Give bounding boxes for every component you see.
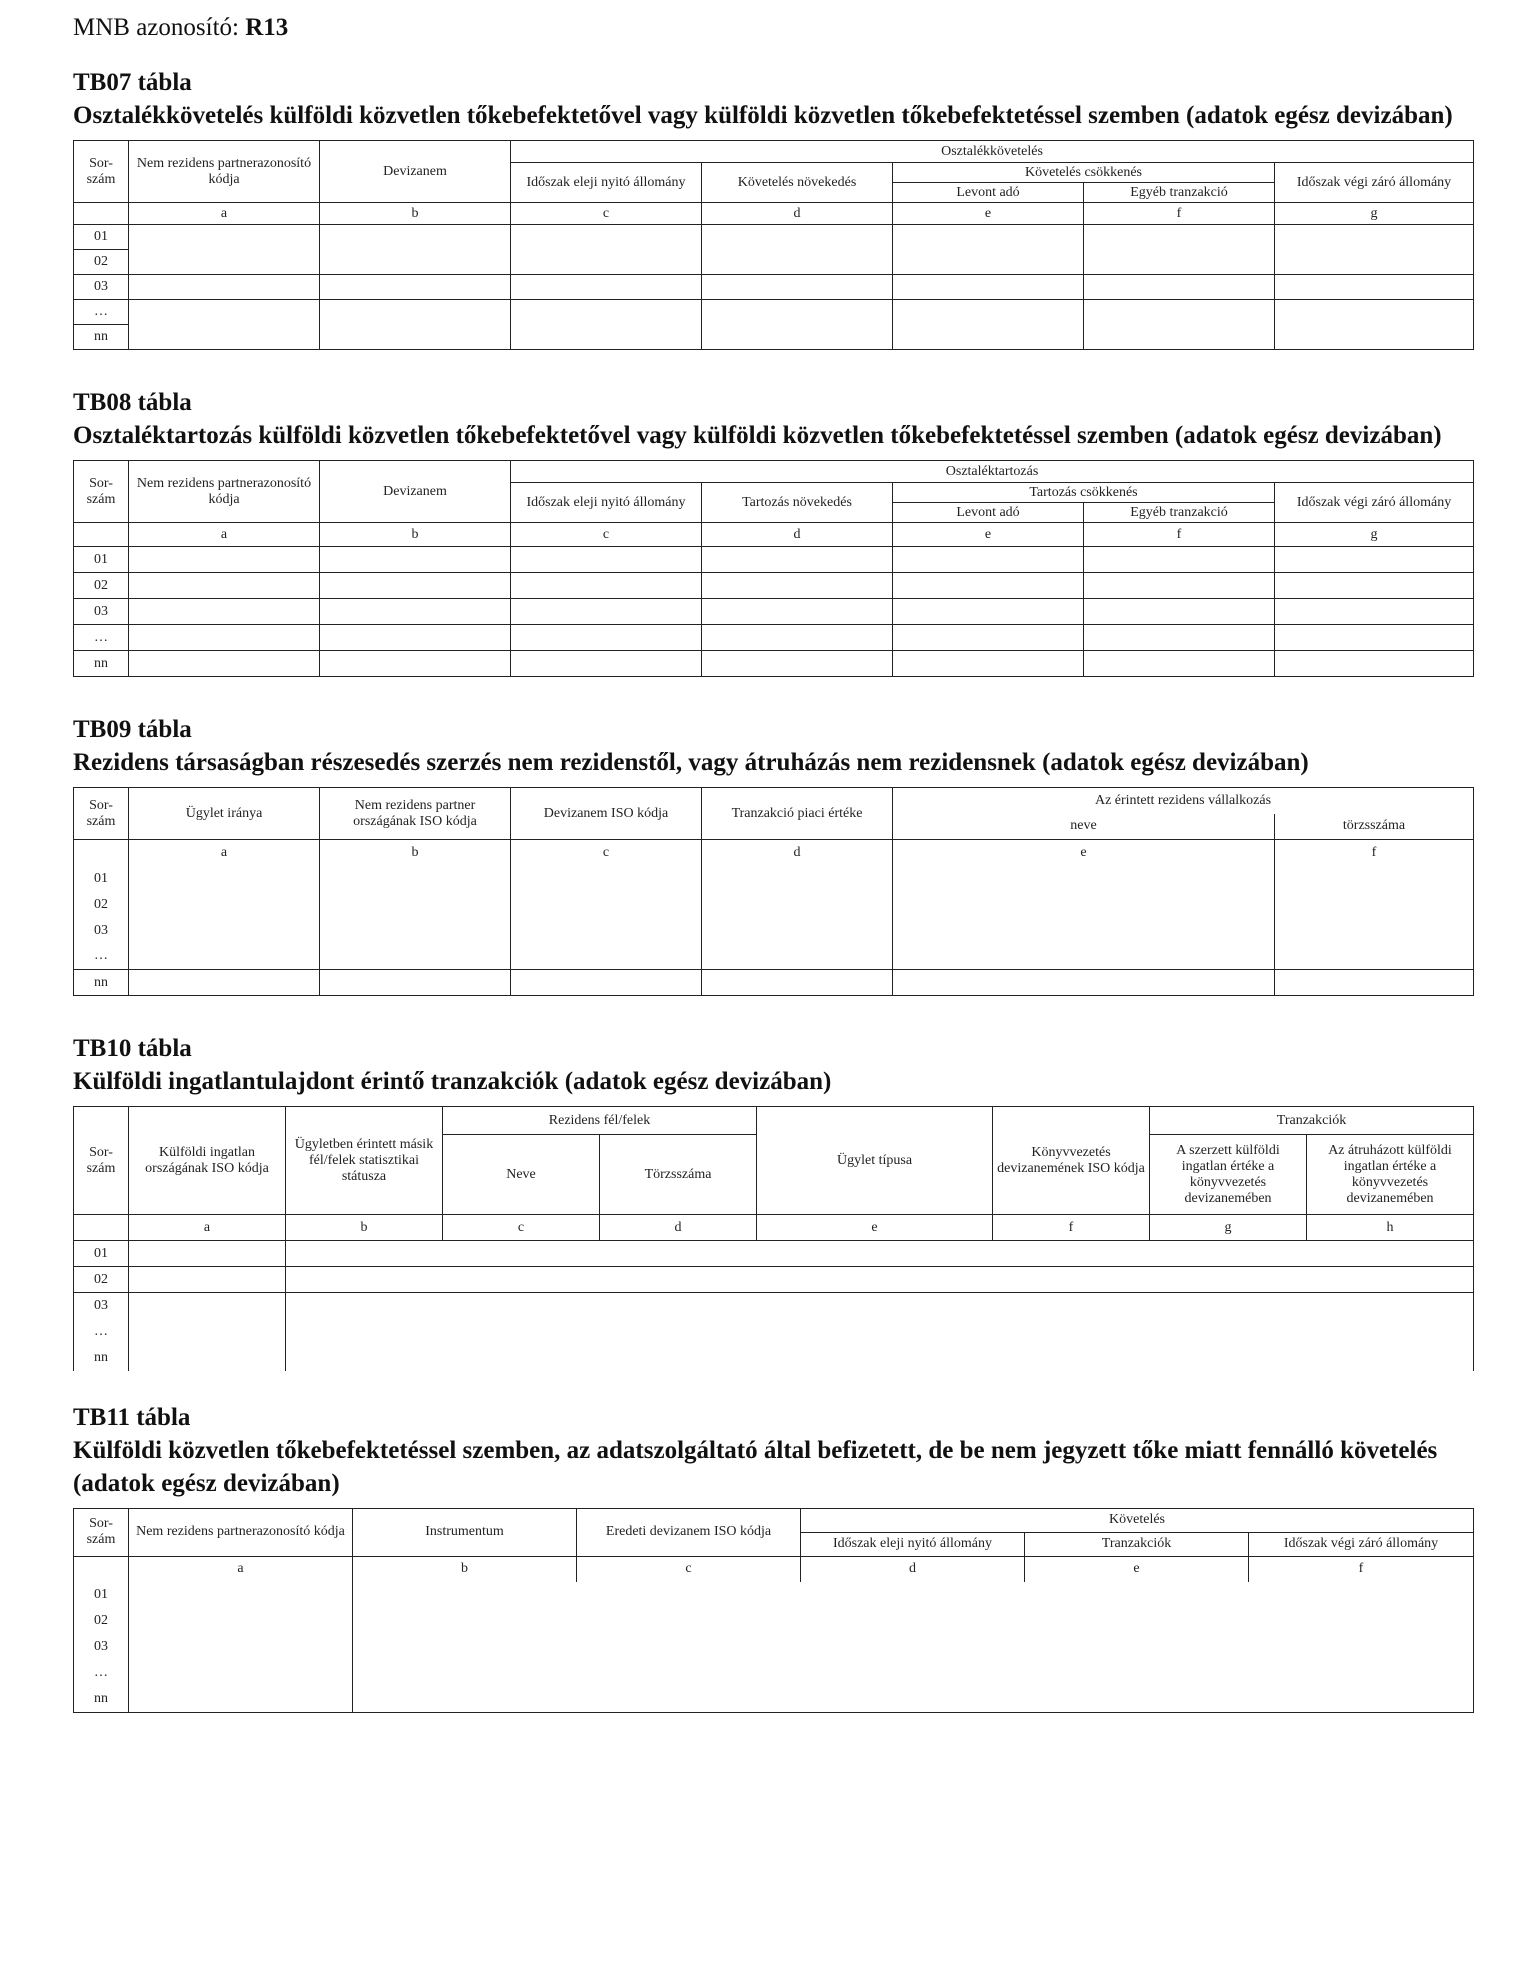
tb07-letter: e (893, 203, 1084, 225)
tb10-header-group1: Rezidens fél/felek (443, 1107, 757, 1135)
table-row (74, 1267, 1474, 1293)
tb08-header-b: Devizanem (320, 461, 511, 523)
data-cell[interactable] (129, 573, 320, 599)
data-cell[interactable] (511, 651, 702, 677)
tb07-header-sorszam: Sor- szám (74, 141, 129, 203)
data-cell[interactable] (1275, 651, 1474, 677)
table-row (74, 651, 1474, 677)
data-cell[interactable] (893, 866, 1275, 970)
tb09-header-f: törzsszáma (1275, 814, 1474, 840)
data-cell[interactable] (320, 625, 511, 651)
data-cell[interactable] (702, 573, 893, 599)
tb08-title: TB08 tábla (73, 389, 192, 416)
tb11-letter: a (129, 1556, 353, 1582)
tb07-letter: c (511, 203, 702, 225)
tb07-table (73, 140, 1474, 350)
row-number: 03 (74, 918, 129, 944)
tb07-header-ef: Követelés csökkenés (893, 163, 1275, 183)
tb09-header-e: neve (893, 814, 1275, 840)
row-number: … (74, 1660, 129, 1686)
data-cell[interactable] (320, 225, 511, 275)
tb11-title: TB11 tábla (73, 1403, 191, 1431)
data-cell[interactable] (129, 651, 320, 677)
tb11-header-c: Eredeti devizanem ISO kódja (577, 1508, 801, 1556)
tb08-header-f: Egyéb tranzakció (1084, 503, 1275, 523)
tb10-subtitle: Külföldi ingatlantulajdont érintő tranzakciók (adatok egész devizában) (73, 1068, 832, 1095)
data-cell[interactable] (320, 300, 511, 350)
tb07-letter: d (702, 203, 893, 225)
table-row (74, 275, 1474, 300)
data-cell[interactable] (129, 300, 320, 350)
data-cell[interactable] (129, 970, 320, 996)
row-number: 01 (74, 1582, 129, 1608)
data-cell[interactable] (702, 225, 893, 275)
tb08-letter: f (1084, 523, 1275, 547)
tb10-letter: a (129, 1215, 286, 1241)
table-row (74, 547, 1474, 573)
data-cell[interactable] (129, 547, 320, 573)
table-row (74, 1293, 1474, 1319)
data-cell[interactable] (1275, 275, 1474, 300)
table-row (74, 599, 1474, 625)
tb09-header-d: Tranzakció piaci értéke (702, 788, 893, 840)
table-row (74, 866, 1474, 892)
data-cell[interactable] (320, 547, 511, 573)
tb08-header-sorszam: Sor- szám (74, 461, 129, 523)
data-cell[interactable] (353, 1582, 1474, 1712)
tb10-title: TB10 tábla (73, 1035, 192, 1062)
tb10-table (73, 1106, 1474, 1371)
tb08-header-d: Tartozás növekedés (702, 483, 893, 523)
row-number: … (74, 1319, 129, 1345)
data-cell[interactable] (1275, 300, 1474, 350)
tb09-letter-blank (74, 840, 129, 866)
row-number: … (74, 625, 129, 651)
data-cell[interactable] (702, 300, 893, 350)
data-cell[interactable] (320, 651, 511, 677)
row-number: 02 (74, 892, 129, 918)
data-cell[interactable] (1275, 625, 1474, 651)
data-cell[interactable] (511, 970, 702, 996)
tb09-header-b: Nem rezidens partner országának ISO kódja (320, 788, 511, 840)
data-cell[interactable] (129, 1241, 286, 1267)
tb10-letter: c (443, 1215, 600, 1241)
data-cell[interactable] (1275, 599, 1474, 625)
data-cell[interactable] (511, 547, 702, 573)
data-cell[interactable] (1084, 625, 1275, 651)
tb09-letter: e (893, 840, 1275, 866)
tb11-header-a: Nem rezidens partnerazonosító kódja (129, 1508, 353, 1556)
table-row (74, 1241, 1474, 1267)
tb10-header-g: A szerzett külföldi ingatlan értéke a könyvvezetés devizanemében (1150, 1135, 1307, 1215)
tb11-header-group: Követelés (801, 1508, 1474, 1532)
tb07-letter-blank (74, 203, 129, 225)
tb09-header-a: Ügylet iránya (129, 788, 320, 840)
data-cell[interactable] (511, 225, 702, 275)
data-cell[interactable] (129, 599, 320, 625)
tb09-section (73, 713, 1473, 996)
data-cell[interactable] (1084, 599, 1275, 625)
tb08-letter: d (702, 523, 893, 547)
data-cell[interactable] (129, 1293, 286, 1371)
tb07-section (73, 66, 1473, 350)
tb10-header-sorszam: Sor- szám (74, 1107, 129, 1215)
tb07-subtitle: Osztalékkövetelés külföldi közvetlen tőkebefektetővel vagy külföldi közvetlen tőkebefektetéssel szemben (adatok egész devizában) (73, 102, 1453, 129)
tb11-table (73, 1508, 1474, 1713)
tb08-letter: e (893, 523, 1084, 547)
tb11-section (73, 1401, 1473, 1713)
data-cell[interactable] (1084, 300, 1275, 350)
table-row (74, 573, 1474, 599)
data-cell[interactable] (702, 651, 893, 677)
data-cell[interactable] (511, 300, 702, 350)
row-number: 01 (74, 866, 129, 892)
tb09-letter: b (320, 840, 511, 866)
data-cell[interactable] (1275, 970, 1474, 996)
tb09-letter: a (129, 840, 320, 866)
data-cell[interactable] (893, 300, 1084, 350)
data-cell[interactable] (320, 275, 511, 300)
row-number: 02 (74, 250, 129, 275)
tb08-header-g: Időszak végi záró állomány (1275, 483, 1474, 523)
row-number: nn (74, 1345, 129, 1371)
data-cell[interactable] (129, 225, 320, 275)
row-number: 03 (74, 599, 129, 625)
data-cell[interactable] (511, 599, 702, 625)
tb10-header-e: Ügylet típusa (757, 1107, 993, 1215)
tb09-header-group: Az érintett rezidens vállalkozás (893, 788, 1474, 814)
row-number: 03 (74, 1634, 129, 1660)
tb07-header-d: Követelés növekedés (702, 163, 893, 203)
data-cell[interactable] (702, 547, 893, 573)
data-cell[interactable] (320, 573, 511, 599)
data-cell[interactable] (893, 625, 1084, 651)
mnb-identifier (73, 10, 1473, 46)
data-cell[interactable] (286, 1293, 1474, 1371)
data-cell[interactable] (893, 970, 1275, 996)
data-cell[interactable] (702, 599, 893, 625)
data-cell[interactable] (702, 866, 893, 970)
tb07-letter: b (320, 203, 511, 225)
row-number: nn (74, 1686, 129, 1712)
tb08-header-a: Nem rezidens partnerazonosító kódja (129, 461, 320, 523)
tb07-header-group: Osztalékkövetelés (511, 141, 1474, 163)
row-number: 02 (74, 1608, 129, 1634)
data-cell[interactable] (702, 275, 893, 300)
tb09-header-c: Devizanem ISO kódja (511, 788, 702, 840)
table-row (74, 625, 1474, 651)
data-cell[interactable] (893, 225, 1084, 275)
data-cell[interactable] (320, 970, 511, 996)
tb10-header-h: Az átruházott külföldi ingatlan értéke a könyvvezetés devizanemében (1307, 1135, 1474, 1215)
tb11-header-f: Időszak végi záró állomány (1249, 1532, 1474, 1556)
data-cell[interactable] (893, 275, 1084, 300)
row-number: 01 (74, 547, 129, 573)
data-cell[interactable] (129, 1582, 353, 1712)
tb10-header-group2: Tranzakciók (1150, 1107, 1474, 1135)
tb10-header-c: Neve (443, 1135, 600, 1215)
tb11-letter: d (801, 1556, 1025, 1582)
row-number: 03 (74, 275, 129, 300)
table-row (74, 300, 1474, 325)
data-cell[interactable] (893, 599, 1084, 625)
tb10-header-f: Könyvvezetés devizanemének ISO kódja (993, 1107, 1150, 1215)
row-number: 02 (74, 1267, 129, 1293)
tb07-header-c: Időszak eleji nyitó állomány (511, 163, 702, 203)
tb09-table (73, 787, 1474, 996)
tb11-letter-blank (74, 1556, 129, 1582)
data-cell[interactable] (702, 970, 893, 996)
data-cell[interactable] (893, 651, 1084, 677)
tb08-header-e: Levont adó (893, 503, 1084, 523)
tb10-letter: h (1307, 1215, 1474, 1241)
tb10-header-d: Törzsszáma (600, 1135, 757, 1215)
data-cell[interactable] (129, 625, 320, 651)
tb11-header-b: Instrumentum (353, 1508, 577, 1556)
tb07-title: TB07 tábla (73, 69, 192, 96)
tb09-title: TB09 tábla (73, 716, 192, 743)
tb09-letter: f (1275, 840, 1474, 866)
tb07-header-b: Devizanem (320, 141, 511, 203)
tb10-letter: d (600, 1215, 757, 1241)
tb07-header-g: Időszak végi záró állomány (1275, 163, 1474, 203)
tb09-subtitle: Rezidens társaságban részesedés szerzés nem rezidenstől, vagy átruházás nem rezidensnek (adatok egész devizában) (73, 749, 1309, 776)
tb08-letter: a (129, 523, 320, 547)
tb08-letter-blank (74, 523, 129, 547)
data-cell[interactable] (702, 625, 893, 651)
tb07-header-a: Nem rezidens partnerazonosító kódja (129, 141, 320, 203)
data-cell[interactable] (511, 866, 702, 970)
row-number: 01 (74, 225, 129, 250)
data-cell[interactable] (1084, 547, 1275, 573)
row-number: nn (74, 970, 129, 996)
data-cell[interactable] (320, 866, 511, 970)
row-number: … (74, 300, 129, 325)
data-cell[interactable] (1275, 225, 1474, 275)
data-cell[interactable] (1084, 275, 1275, 300)
tb10-header-b: Ügyletben érintett másik fél/felek statisztikai státusza (286, 1107, 443, 1215)
data-cell[interactable] (893, 573, 1084, 599)
tb11-header-d: Időszak eleji nyitó állomány (801, 1532, 1025, 1556)
tb08-letter: c (511, 523, 702, 547)
data-cell[interactable] (129, 1267, 286, 1293)
tb10-letter: b (286, 1215, 443, 1241)
tb11-letter: c (577, 1556, 801, 1582)
table-row (74, 225, 1474, 250)
mnb-identifier-code: R13 (245, 14, 289, 41)
tb07-header-e: Levont adó (893, 183, 1084, 203)
tb10-letter: f (993, 1215, 1150, 1241)
tb09-letter: d (702, 840, 893, 866)
row-number: 03 (74, 1293, 129, 1319)
tb11-letter: e (1025, 1556, 1249, 1582)
tb10-header-a: Külföldi ingatlan országának ISO kódja (129, 1107, 286, 1215)
data-cell[interactable] (1084, 573, 1275, 599)
data-cell[interactable] (511, 625, 702, 651)
data-cell[interactable] (1275, 866, 1474, 970)
row-number: … (74, 944, 129, 970)
data-cell[interactable] (286, 1241, 1474, 1267)
tb07-letter: f (1084, 203, 1275, 225)
data-cell[interactable] (1275, 573, 1474, 599)
tb10-letter: g (1150, 1215, 1307, 1241)
table-row (74, 970, 1474, 996)
tb08-letter: b (320, 523, 511, 547)
tb08-letter: g (1275, 523, 1474, 547)
tb09-header-sorszam: Sor- szám (74, 788, 129, 840)
tb08-subtitle: Osztaléktartozás külföldi közvetlen tőkebefektetővel vagy külföldi közvetlen tőkebefektetéssel szemben (adatok egész devizában) (73, 422, 1442, 449)
data-cell[interactable] (1084, 651, 1275, 677)
tb10-letter-blank (74, 1215, 129, 1241)
data-cell[interactable] (286, 1267, 1474, 1293)
data-cell[interactable] (129, 275, 320, 300)
tb11-subtitle: Külföldi közvetlen tőkebefektetéssel szemben, az adatszolgáltató által befizetett, de be nem jegyzett tőke miatt fennálló követelés (adatok egész devizában) (73, 1436, 1438, 1497)
row-number: nn (74, 325, 129, 350)
tb09-letter: c (511, 840, 702, 866)
tb11-letter: f (1249, 1556, 1474, 1582)
tb08-header-ef: Tartozás csökkenés (893, 483, 1275, 503)
data-cell[interactable] (893, 547, 1084, 573)
row-number: 01 (74, 1241, 129, 1267)
table-row (74, 1582, 1474, 1608)
data-cell[interactable] (511, 275, 702, 300)
data-cell[interactable] (320, 599, 511, 625)
row-number: nn (74, 651, 129, 677)
mnb-identifier-label: MNB azonosító: (73, 14, 239, 41)
tb08-section (73, 386, 1473, 677)
data-cell[interactable] (129, 866, 320, 970)
tb08-table (73, 460, 1474, 677)
tb11-header-sorszam: Sor- szám (74, 1508, 129, 1556)
tb11-letter: b (353, 1556, 577, 1582)
tb07-header-f: Egyéb tranzakció (1084, 183, 1275, 203)
report-page (73, 10, 1473, 1713)
tb07-letter: a (129, 203, 320, 225)
tb08-header-group: Osztaléktartozás (511, 461, 1474, 483)
data-cell[interactable] (1275, 547, 1474, 573)
tb07-letter: g (1275, 203, 1474, 225)
data-cell[interactable] (511, 573, 702, 599)
tb11-header-e: Tranzakciók (1025, 1532, 1249, 1556)
row-number: 02 (74, 573, 129, 599)
tb08-header-c: Időszak eleji nyitó állomány (511, 483, 702, 523)
tb10-letter: e (757, 1215, 993, 1241)
data-cell[interactable] (1084, 225, 1275, 275)
tb10-section (73, 1032, 1473, 1371)
